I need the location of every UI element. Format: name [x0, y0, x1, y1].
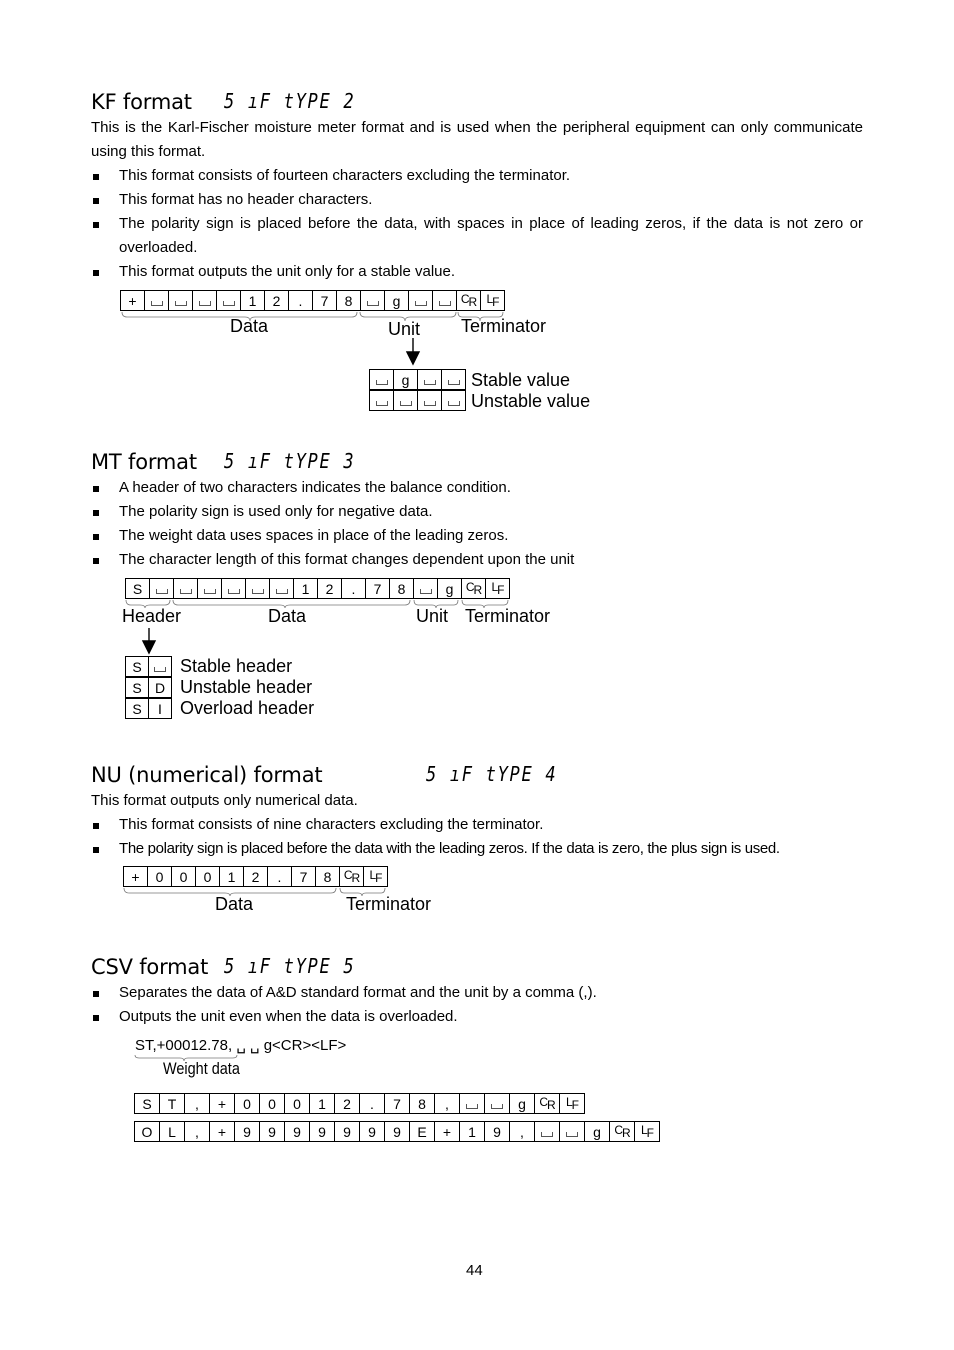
- page-number: 44: [466, 1262, 483, 1279]
- cell-space: [370, 369, 394, 390]
- list-item: This format consists of fourteen characters excluding the terminator.: [91, 164, 863, 188]
- cell: 9: [310, 1121, 335, 1142]
- cell: S: [135, 1093, 160, 1114]
- cell: 9: [285, 1121, 310, 1142]
- kf-title-text: KF format: [91, 90, 192, 114]
- cell-space: [442, 369, 466, 390]
- cell: 9: [260, 1121, 285, 1142]
- mt-label-unit: Unit: [416, 606, 449, 626]
- space-symbol-icon: [156, 589, 168, 594]
- space-symbol-icon: [228, 589, 240, 594]
- carriage-return-symbol-icon: $C_R$: [614, 1123, 630, 1140]
- kf-unstable-label: Unstable value: [471, 391, 591, 411]
- kf-code: 5 ıF tYPE 2: [224, 89, 356, 113]
- line-feed-symbol-icon: $L_F$: [369, 868, 382, 885]
- cell: 9: [335, 1121, 360, 1142]
- cell: 2: [335, 1093, 360, 1114]
- cell-lf: [560, 1093, 585, 1114]
- mt-arrow-head: [143, 641, 155, 653]
- cell-lf: [635, 1121, 660, 1142]
- cell: 0: [148, 866, 172, 887]
- cell: 7: [292, 866, 316, 887]
- cell: 1: [220, 866, 244, 887]
- carriage-return-symbol-icon: $C_R$: [460, 292, 477, 309]
- cell: .: [342, 578, 366, 599]
- cell: D: [149, 677, 172, 698]
- cell-cr: [340, 866, 364, 887]
- nu-title: [91, 763, 322, 787]
- cell: 7: [313, 290, 337, 311]
- cell: I: [149, 698, 172, 719]
- cell: 1: [460, 1121, 485, 1142]
- list-item: The polarity sign is placed before the data with the leading zeros. If the data is zero, the plus sign is used.: [91, 837, 871, 861]
- mt-header-stable-cells: [125, 656, 172, 677]
- cell-space: [442, 390, 466, 411]
- cell: +: [121, 290, 145, 311]
- csv-weight-label: Weight data: [163, 1059, 240, 1078]
- space-symbol-icon: [566, 1132, 578, 1137]
- space-symbol-icon: [199, 301, 211, 306]
- space-symbol-icon: [223, 301, 235, 306]
- cell-lf: [364, 866, 388, 887]
- cell: O: [135, 1121, 160, 1142]
- space-symbol-icon: [491, 1104, 503, 1109]
- cell: ,: [185, 1121, 210, 1142]
- csv-row-overload: [134, 1121, 660, 1142]
- nu-label-data: Data: [215, 894, 254, 914]
- cell: 8: [410, 1093, 435, 1114]
- space-symbol-icon: [175, 301, 187, 306]
- space-symbol-icon: [420, 589, 432, 594]
- mt-code: 5 ıF tYPE 3: [224, 449, 356, 473]
- space-symbol-icon: [400, 401, 412, 406]
- cell: 9: [235, 1121, 260, 1142]
- cell-space: [460, 1093, 485, 1114]
- mt-title-text: MT format: [91, 450, 197, 474]
- cell: 0: [196, 866, 220, 887]
- line-feed-symbol-icon: $L_F$: [491, 580, 504, 597]
- cell: 2: [265, 290, 289, 311]
- csv-code: 5 ıF tYPE 5: [224, 954, 356, 978]
- space-symbol-icon: [424, 380, 436, 385]
- space-symbol-icon: [541, 1132, 553, 1137]
- cell-space: [222, 578, 246, 599]
- mt-label-data: Data: [268, 606, 307, 626]
- nu-code: 5 ıF tYPE 4: [426, 762, 558, 786]
- cell: 8: [316, 866, 340, 887]
- cell: E: [410, 1121, 435, 1142]
- cell-cr: [457, 290, 481, 311]
- space-symbol-icon: [204, 589, 216, 594]
- space-symbol-icon: [424, 401, 436, 406]
- carriage-return-symbol-icon: $C_R$: [539, 1095, 555, 1112]
- cell: S: [126, 656, 149, 677]
- cell: +: [435, 1121, 460, 1142]
- list-item: The polarity sign is placed before the data, with spaces in place of leading zeros, if the data is not zero or overloaded.: [91, 212, 863, 260]
- csv-row-stable: [134, 1093, 585, 1114]
- nu-bullets: [91, 813, 871, 861]
- space-symbol-icon: [448, 380, 460, 385]
- mt-bullets: [91, 476, 863, 572]
- cell: .: [289, 290, 313, 311]
- cell-space: [370, 390, 394, 411]
- line-feed-symbol-icon: $L_F$: [640, 1123, 654, 1140]
- mt-title: [91, 450, 197, 474]
- kf-stable-cells: [369, 369, 466, 390]
- list-item: This format has no header characters.: [91, 188, 863, 212]
- mt-header-unstable-cells: [125, 677, 172, 698]
- cell: ,: [510, 1121, 535, 1142]
- cell: g: [385, 290, 409, 311]
- kf-title: [91, 90, 192, 114]
- space-symbol-icon: [415, 301, 427, 306]
- space-symbol-icon: [376, 380, 388, 385]
- carriage-return-symbol-icon: $C_R$: [465, 580, 482, 597]
- mt-unstable-header-label: Unstable header: [180, 677, 313, 697]
- cell-space: [433, 290, 457, 311]
- cell: .: [360, 1093, 385, 1114]
- cell-cr: [462, 578, 486, 599]
- cell: g: [585, 1121, 610, 1142]
- cell: +: [124, 866, 148, 887]
- csv-title-text: CSV format: [91, 955, 209, 979]
- cell: .: [268, 866, 292, 887]
- space-symbol-icon: [466, 1104, 478, 1109]
- list-item: The weight data uses spaces in place of the leading zeros.: [91, 524, 863, 548]
- list-item: The character length of this format changes dependent upon the unit: [91, 548, 863, 572]
- cell: L: [160, 1121, 185, 1142]
- cell-space: [535, 1121, 560, 1142]
- cell-space: [246, 578, 270, 599]
- cell-lf: [486, 578, 510, 599]
- kf-label-terminator: Terminator: [461, 316, 547, 336]
- csv-bullets: [91, 981, 863, 1029]
- cell-lf: [481, 290, 505, 311]
- line-feed-symbol-icon: $L_F$: [486, 292, 499, 309]
- space-symbol-icon: [376, 401, 388, 406]
- cell-cr: [535, 1093, 560, 1114]
- mt-label-header: Header: [122, 606, 182, 626]
- list-item: A header of two characters indicates the balance condition.: [91, 476, 863, 500]
- space-symbol-icon: [448, 401, 460, 406]
- cell: 9: [385, 1121, 410, 1142]
- csv-title: [91, 955, 208, 979]
- list-item: This format outputs the unit only for a stable value.: [91, 260, 863, 284]
- cell: 0: [235, 1093, 260, 1114]
- cell: 0: [285, 1093, 310, 1114]
- cell: 2: [244, 866, 268, 887]
- cell-space: [193, 290, 217, 311]
- cell-cr: [610, 1121, 635, 1142]
- carriage-return-symbol-icon: $C_R$: [343, 868, 360, 885]
- cell-space: [361, 290, 385, 311]
- cell-space: [394, 390, 418, 411]
- mt-format-cells: [125, 578, 510, 599]
- nu-label-terminator: Terminator: [346, 894, 432, 914]
- cell-space: [414, 578, 438, 599]
- cell: +: [210, 1121, 235, 1142]
- space-symbol-icon: [154, 667, 166, 672]
- cell-space: [150, 578, 174, 599]
- kf-format-cells: [120, 290, 505, 311]
- cell-space: [418, 369, 442, 390]
- kf-arrow-head: [407, 352, 419, 364]
- cell: 8: [337, 290, 361, 311]
- cell-space: [418, 390, 442, 411]
- cell: 7: [385, 1093, 410, 1114]
- cell: g: [438, 578, 462, 599]
- cell: ,: [185, 1093, 210, 1114]
- line-feed-symbol-icon: $L_F$: [565, 1095, 579, 1112]
- cell: 7: [366, 578, 390, 599]
- cell: g: [510, 1093, 535, 1114]
- mt-header-overload-cells: [125, 698, 172, 719]
- space-symbol-icon: [367, 301, 379, 306]
- cell: 2: [318, 578, 342, 599]
- cell: +: [210, 1093, 235, 1114]
- cell-space: [169, 290, 193, 311]
- kf-unstable-cells: [369, 390, 466, 411]
- kf-label-data: Data: [230, 316, 269, 336]
- space-symbol-icon: [439, 301, 451, 306]
- kf-bullets: [91, 164, 863, 284]
- cell: S: [126, 578, 150, 599]
- nu-intro: This format outputs only numerical data.: [91, 792, 358, 809]
- space-symbol-icon: [276, 589, 288, 594]
- cell: 1: [310, 1093, 335, 1114]
- cell: 0: [172, 866, 196, 887]
- space-symbol-icon: [252, 589, 264, 594]
- cell-space: [485, 1093, 510, 1114]
- cell: 9: [485, 1121, 510, 1142]
- kf-label-unit: Unit: [388, 319, 421, 339]
- list-item: This format consists of nine characters excluding the terminator.: [91, 813, 871, 837]
- list-item: Outputs the unit even when the data is overloaded.: [91, 1005, 863, 1029]
- mt-label-terminator: Terminator: [465, 606, 551, 626]
- list-item: Separates the data of A&D standard format and the unit by a comma (,).: [91, 981, 863, 1005]
- cell-space: [198, 578, 222, 599]
- cell-space: [270, 578, 294, 599]
- space-symbol-icon: [151, 301, 163, 306]
- cell: S: [126, 677, 149, 698]
- cell: T: [160, 1093, 185, 1114]
- list-item: The polarity sign is used only for negative data.: [91, 500, 863, 524]
- cell: 1: [294, 578, 318, 599]
- cell: 0: [260, 1093, 285, 1114]
- cell: 8: [390, 578, 414, 599]
- cell-space: [217, 290, 241, 311]
- kf-stable-label: Stable value: [471, 370, 571, 390]
- cell: S: [126, 698, 149, 719]
- mt-stable-header-label: Stable header: [180, 656, 293, 676]
- mt-overload-header-label: Overload header: [180, 698, 315, 718]
- cell: g: [394, 369, 418, 390]
- cell-space: [174, 578, 198, 599]
- nu-title-text: NU (numerical) format: [91, 763, 323, 787]
- cell-space: [560, 1121, 585, 1142]
- cell-space: [149, 656, 172, 677]
- cell: 9: [360, 1121, 385, 1142]
- space-symbol-icon: [180, 589, 192, 594]
- kf-intro: This is the Karl-Fischer moisture meter format and is used when the peripheral equipment can only communicate using this format.: [91, 119, 863, 160]
- csv-example: ST,+00012.78, ␣ ␣ g<CR><LF>: [135, 1037, 347, 1054]
- cell: ,: [435, 1093, 460, 1114]
- nu-format-cells: [123, 866, 388, 887]
- cell-space: [409, 290, 433, 311]
- cell: 1: [241, 290, 265, 311]
- cell-space: [145, 290, 169, 311]
